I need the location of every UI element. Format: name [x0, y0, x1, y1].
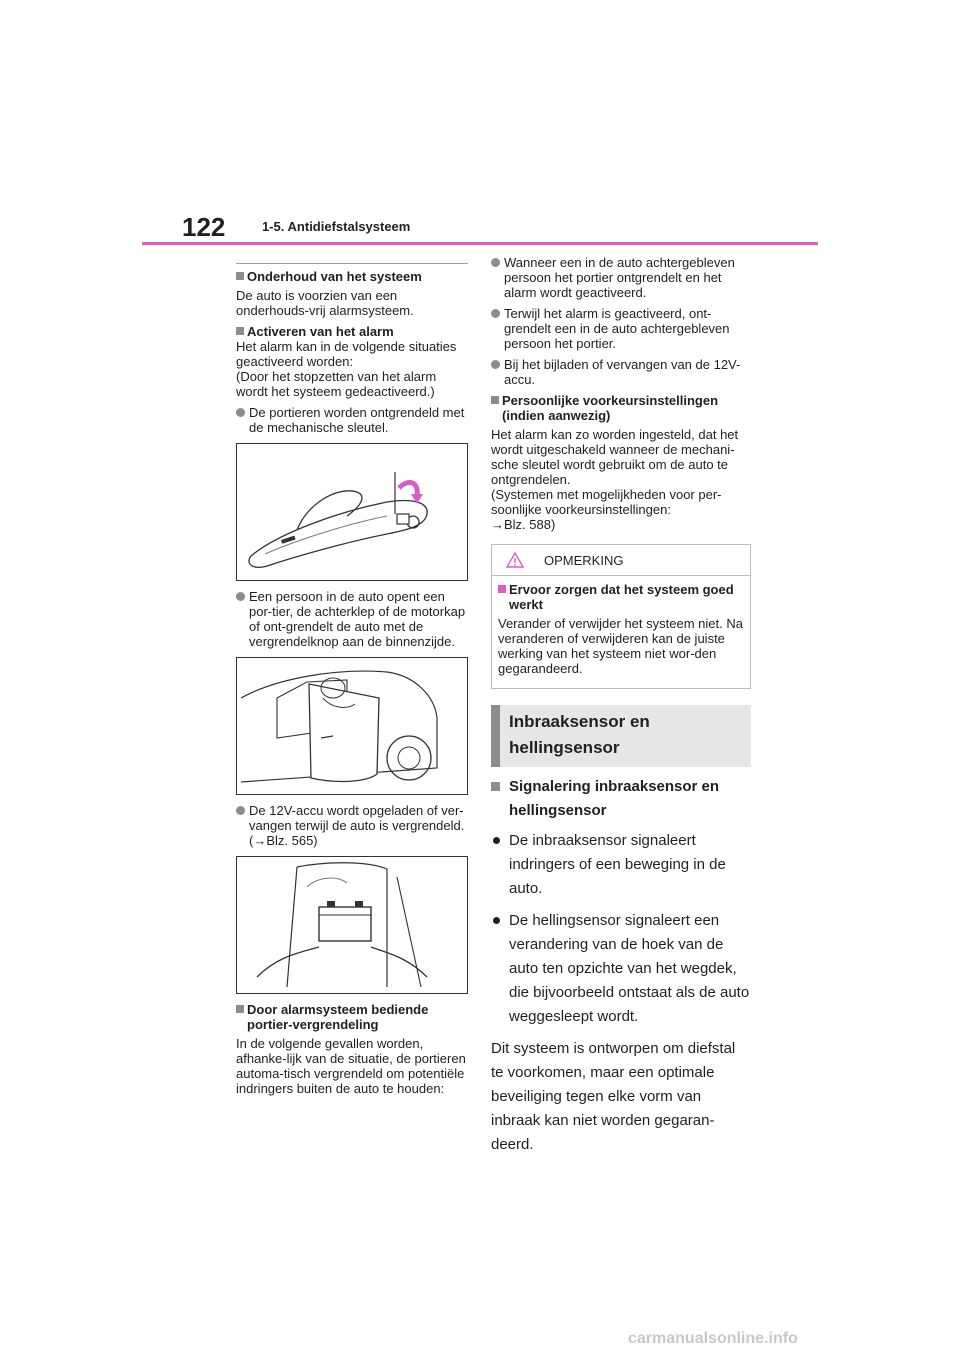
- bullet-battery-charge: De 12V-accu wordt opgeladen of ver-vangen terwijl de auto is vergrendeld. (→Blz. 565): [236, 803, 468, 848]
- activate-text: Het alarm kan in de volgende situaties geactiveerd worden: (Door het stopzetten van het alarm wordt het systeem gedeactiveerd.): [236, 339, 457, 399]
- maintenance-text: De auto is voorzien van een onderhouds-vrij alarmsysteem.: [236, 288, 414, 318]
- section-title: [491, 705, 751, 767]
- page-number: 122: [182, 212, 226, 242]
- note-header: [492, 545, 750, 576]
- note-box: [491, 544, 751, 689]
- activate-heading: Activeren van het alarm: [236, 324, 468, 339]
- note-heading: Ervoor zorgen dat het systeem goed werkt: [498, 582, 744, 612]
- bullet-mechanical-key: De portieren worden ontgrendeld met de mechanische sleutel.: [236, 405, 468, 435]
- figure-door-handle-key: [236, 443, 468, 581]
- bullet-alarm-active-unlock: Terwijl het alarm is geactiveerd, ont-grendelt een in de auto achtergebleven persoon het portier.: [491, 306, 751, 351]
- section-title-line-2: hellingsensor: [509, 738, 620, 757]
- section-title-line-1: Inbraaksensor en: [509, 712, 650, 731]
- bullet-battery-replace: Bij het bijladen of vervangen van de 12V-accu.: [491, 357, 751, 387]
- header-rule: [142, 242, 818, 245]
- signal-heading: Signalering inbraaksensor en hellingsensor: [491, 775, 751, 823]
- personal-settings-heading: Persoonlijke voorkeursinstellingen (indien aanwezig): [491, 393, 751, 423]
- figure-car-open-door: [236, 657, 468, 795]
- bullet-person-inside: Een persoon in de auto opent een por-tier, de achterklep of de motorkap of ont-grendelt de auto met de vergrendelknop aan de binnenzijde.: [236, 589, 468, 649]
- figure-engine-battery: [236, 856, 468, 994]
- right-column: [491, 255, 751, 1157]
- sensor-bullet-tilt: De hellingsensor signaleert een verandering van de hoek van de auto ten opzichte van het wegdek, die bijvoorbeeld ontstaat als de auto weggesleept wordt.: [491, 909, 751, 1029]
- sensor-section: [491, 775, 751, 1157]
- warning-triangle-icon: [506, 552, 524, 568]
- closing-text: Dit systeem is ontworpen om diefstal te voorkomen, maar een optimale beveiliging tegen elke vorm van inbraak kan niet worden gegaran-deerd.: [491, 1040, 736, 1153]
- left-column: [236, 263, 468, 1102]
- section-divider: [236, 263, 468, 264]
- sensor-bullet-intrusion: De inbraaksensor signaleert indringers of een beweging in de auto.: [491, 829, 751, 901]
- note-label: OPMERKING: [544, 552, 624, 568]
- door-lock-text: In de volgende gevallen worden, afhanke-lijk van de situatie, de portieren automa-tisch vergrendeld om potentiële indringers buiten de auto te houden:: [236, 1036, 466, 1096]
- chapter-title: 1-5. Antidiefstalsysteem: [262, 219, 411, 234]
- note-text: Verander of verwijder het systeem niet. Na veranderen of verwijderen kan de juiste werking van het systeem niet wor-den gegarandeerd.: [498, 616, 743, 676]
- note-body: [492, 576, 750, 688]
- watermark: carmanualsonline.info: [628, 1330, 798, 1347]
- door-lock-heading: Door alarmsysteem bediende portier-vergrendeling: [236, 1002, 468, 1032]
- bullet-person-unlocks: Wanneer een in de auto achtergebleven persoon het portier ontgrendelt en het alarm wordt geactiveerd.: [491, 255, 751, 300]
- personal-settings-text: Het alarm kan zo worden ingesteld, dat het wordt uitgeschakeld wanneer de mechani-sche sleutel wordt gebruikt om de auto te ontgrendelen. (Systemen met mogelijkheden voor per-soonlijke voorkeursinstellingen: →Blz. 588): [491, 427, 739, 532]
- maintenance-heading: Onderhoud van het systeem: [236, 269, 468, 284]
